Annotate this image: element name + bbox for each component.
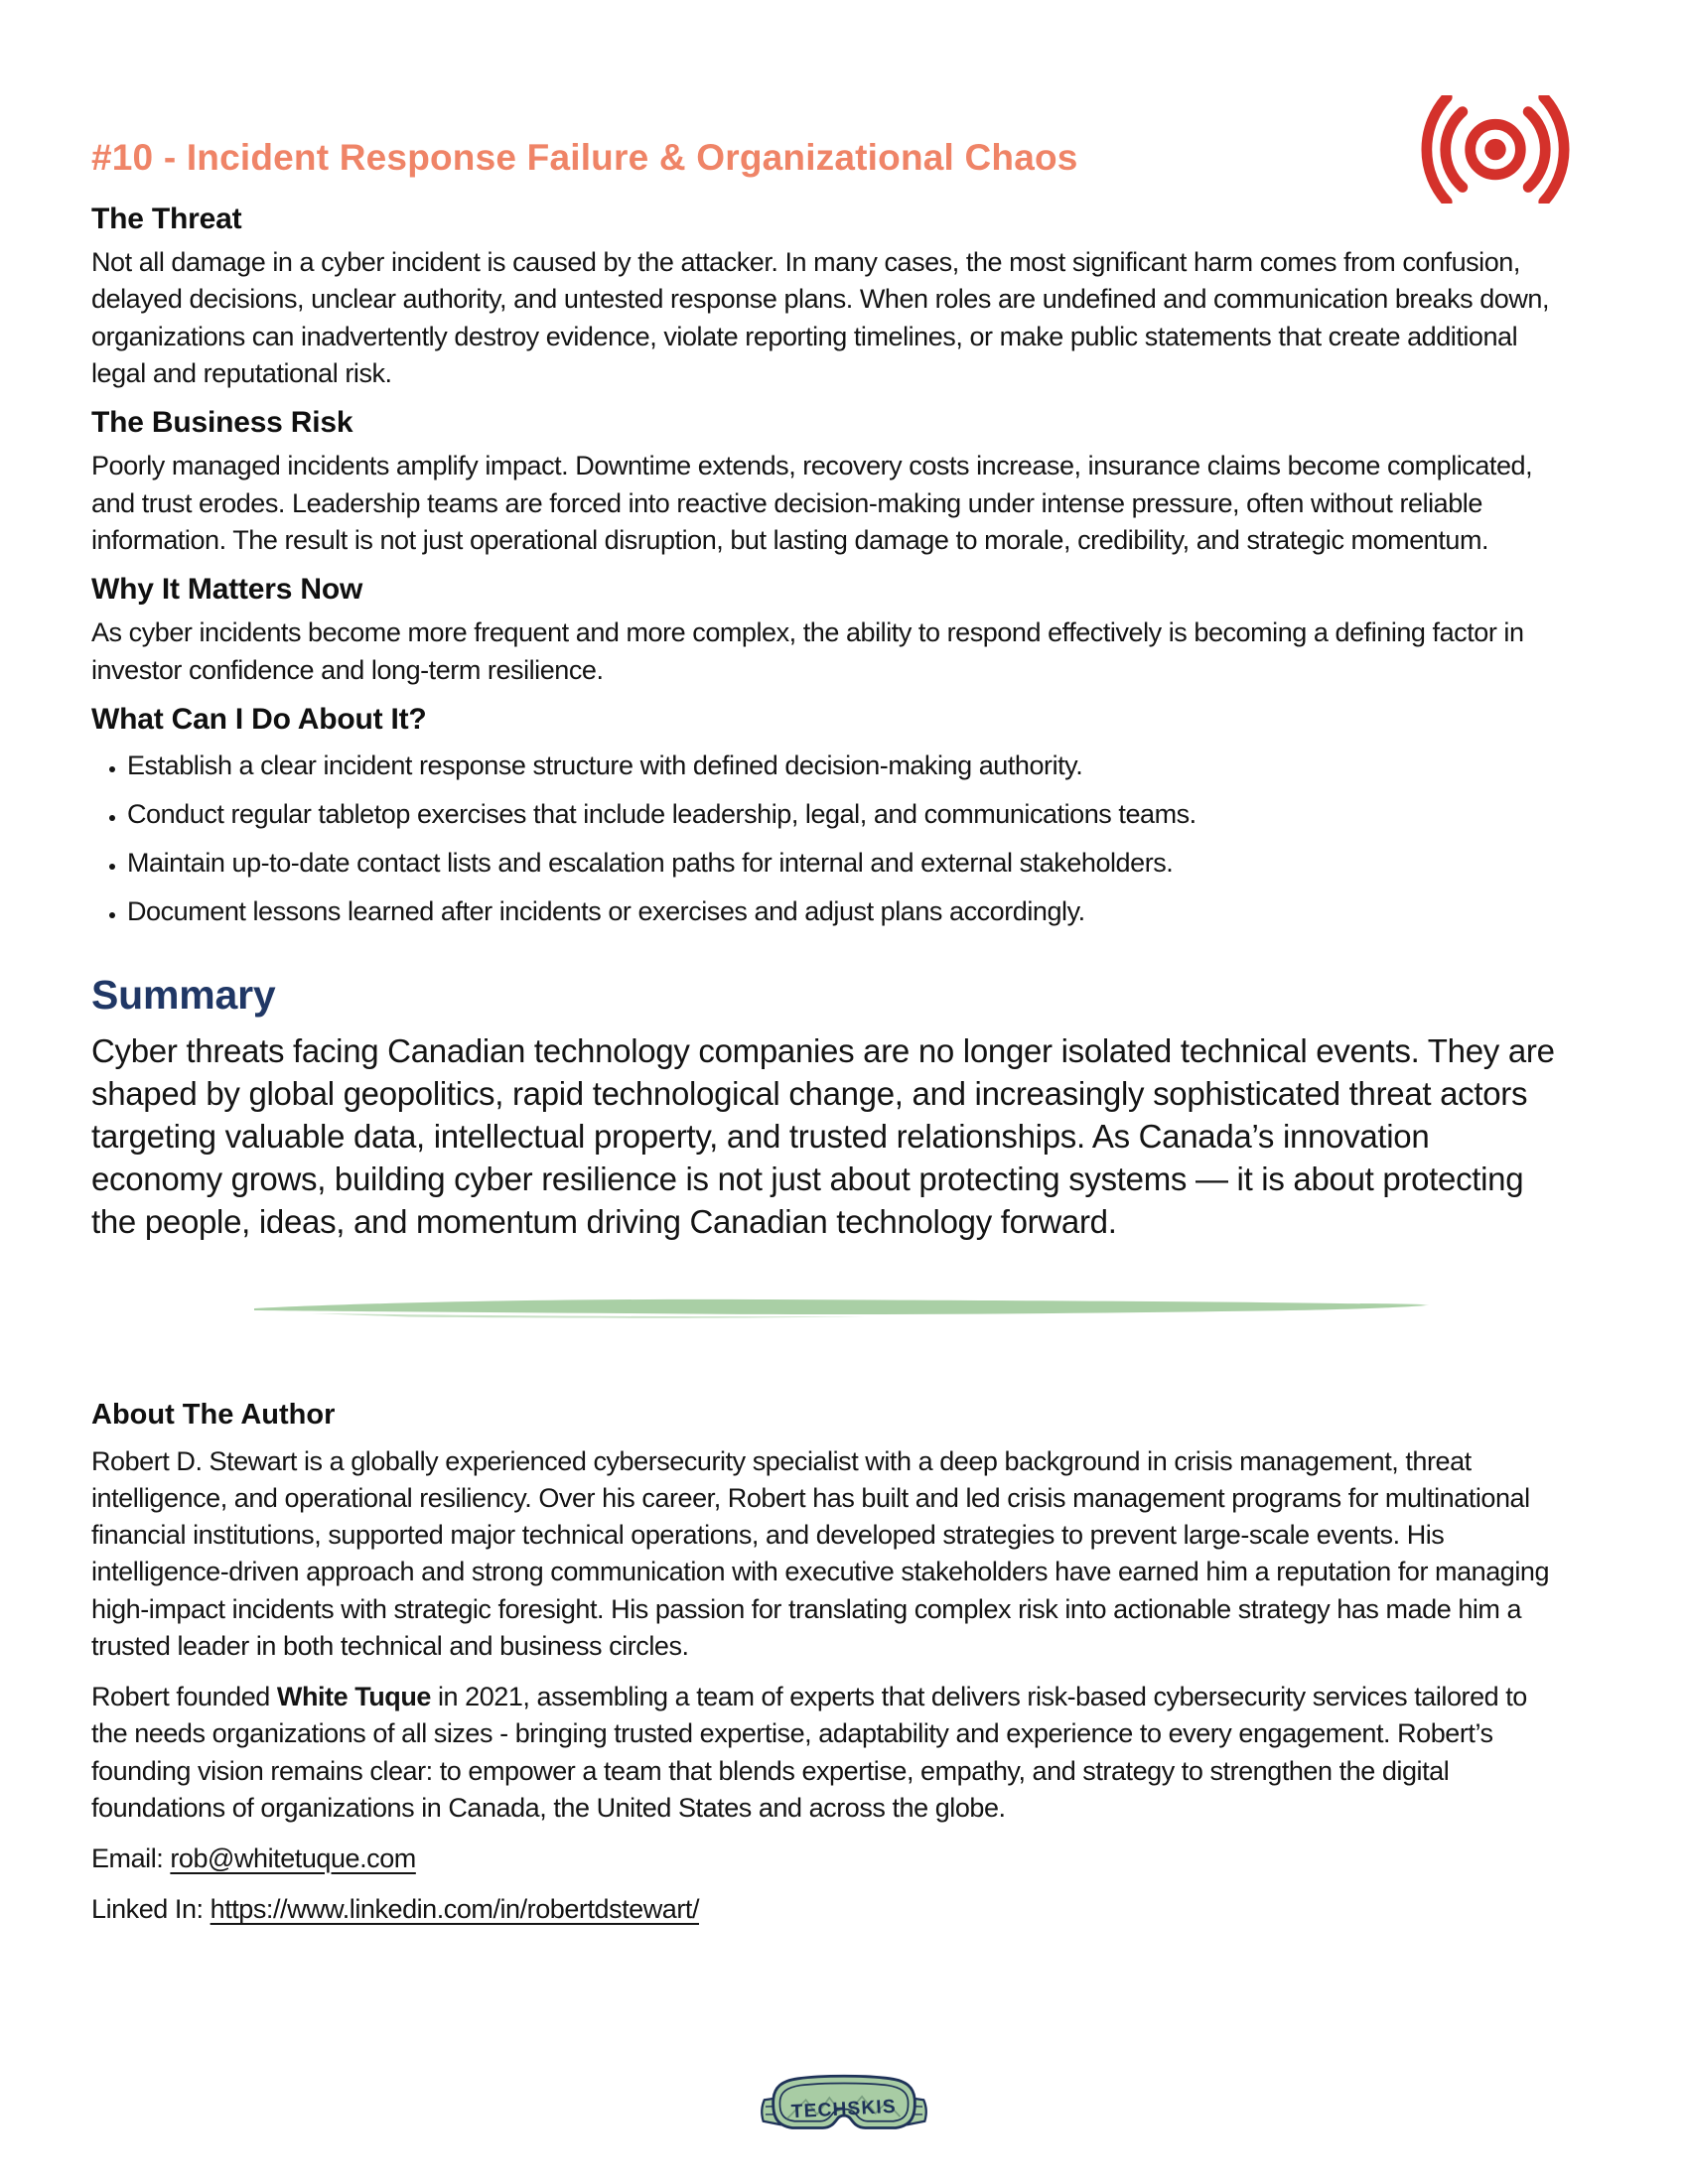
- section-summary: [91, 972, 1561, 1243]
- ski-goggles-icon: [754, 2063, 934, 2158]
- author-company-paragraph: [91, 1679, 1561, 1827]
- alarm-radar-icon: [1420, 95, 1571, 205]
- linkedin-link[interactable]: https://www.linkedin.com/in/robertdstewart/: [210, 1894, 699, 1925]
- list-item: • Document lessons learned after incidents or exercises and adjust plans accordingly.: [127, 894, 1561, 928]
- summary-body: Cyber threats facing Canadian technology companies are no longer isolated technical events. They are shaped by global geopolitics, rapid technological change, and increasingly sophisticated threat actors targeting valuable data, intellectual property, and trusted relationships. As Canada’s innovation economy grows, building cyber resilience is not just about protecting systems — it is about protecting the people, ideas, and momentum driving Canadian technology forward.: [91, 1032, 1555, 1240]
- email-link[interactable]: rob@whitetuque.com: [170, 1843, 416, 1874]
- list-item: • Maintain up-to-date contact lists and escalation paths for internal and external stakeholders.: [127, 846, 1561, 880]
- section-heading: The Business Risk: [91, 406, 353, 440]
- page-title: #10 - Incident Response Failure & Organizational Chaos: [91, 137, 1078, 178]
- list-item: • Conduct regular tabletop exercises that include leadership, legal, and communications teams.: [127, 797, 1561, 831]
- action-list: [91, 749, 1561, 928]
- section-body: Not all damage in a cyber incident is caused by the attacker. In many cases, the most significant harm comes from confusion, delayed decisions, unclear authority, and untested response plans. When roles are undefined and communication breaks down, organizations can inadvertently destroy evidence, violate reporting timelines, or make public statements that create additional legal and reputational risk.: [91, 247, 1550, 388]
- section-why-it-matters: [91, 573, 1561, 689]
- email-line: [91, 1841, 1561, 1877]
- list-item: • Establish a clear incident response structure with defined decision-making authority.: [127, 749, 1561, 782]
- email-label: Email:: [91, 1843, 171, 1874]
- summary-heading: Summary: [91, 972, 276, 1019]
- section-what-can-i-do: [91, 703, 1561, 928]
- company-name: White Tuque: [276, 1682, 431, 1712]
- footer: [0, 2063, 1688, 2158]
- section-the-threat: [91, 203, 1561, 392]
- author-bio: Robert D. Stewart is a globally experienced cybersecurity specialist with a deep background in crisis management, threat intelligence, and operational resiliency. Over his career, Robert has built and led crisis management programs for multinational financial institutions, supported major technical operations, and developed strategies to prevent large-scale events. His intelligence-driven approach and strong communication with executive stakeholders have earned him a reputation for managing high-impact incidents with strategic foresight. His passion for translating complex risk into actionable strategy has made him a trusted leader in both technical and business circles.: [91, 1445, 1550, 1661]
- logo-wordmark: TECHSKIS: [790, 2096, 898, 2123]
- section-body: As cyber incidents become more frequent and more complex, the ability to respond effectively is becoming a defining factor in investor confidence and long-term resilience.: [91, 617, 1524, 685]
- author-heading: About The Author: [91, 1398, 336, 1431]
- section-body: Poorly managed incidents amplify impact. Downtime extends, recovery costs increase, insurance claims become complicated, and trust erodes. Leadership teams are forced into reactive decision-making under intense pressure, often without reliable information. The result is not just operational disruption, but lasting damage to morale, credibility, and strategic momentum.: [91, 451, 1533, 555]
- paragraph-text: in 2021, assembling a team of experts that delivers risk-based cybersecurity services tailored to the needs organizations of all sizes - bringing trusted expertise, adaptability and experience to every engagement. Robert’s founding vision remains clear: to empower a team that blends expertise, empathy, and strategy to strengthen the digital foundations of organizations in Canada, the United States and across the globe.: [91, 1682, 1527, 1823]
- linkedin-label: Linked In:: [91, 1894, 211, 1925]
- section-heading: Why It Matters Now: [91, 573, 363, 607]
- section-heading: What Can I Do About It?: [91, 702, 427, 736]
- paragraph-text: Robert founded: [91, 1682, 277, 1712]
- section-business-risk: [91, 406, 1561, 559]
- brush-stroke-divider: [250, 1292, 1430, 1321]
- title-row: [91, 137, 1561, 179]
- linkedin-line: [91, 1891, 1561, 1928]
- section-about-author: [91, 1399, 1561, 1929]
- section-heading: The Threat: [91, 203, 242, 235]
